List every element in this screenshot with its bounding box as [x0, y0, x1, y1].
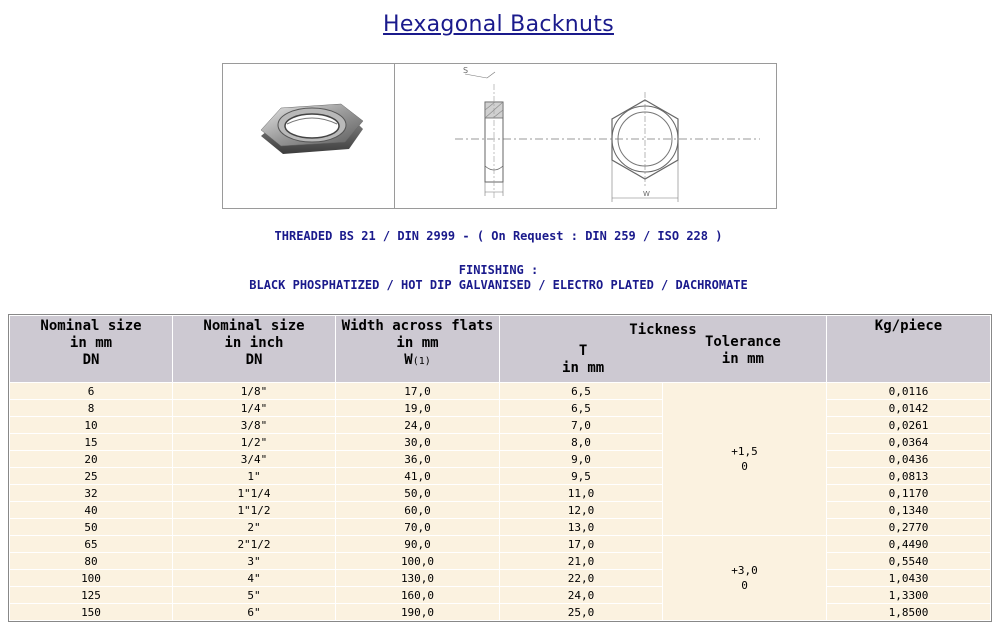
table-row	[10, 400, 990, 416]
cell-width: 60,0	[336, 502, 499, 518]
cell-kg: 1,0430	[827, 570, 990, 586]
cell-kg: 0,0116	[827, 383, 990, 399]
table-row	[10, 383, 990, 399]
header-t: T in mm	[562, 343, 605, 376]
table-row	[10, 519, 990, 535]
cell-inch: 3/4"	[173, 451, 335, 467]
table-row	[10, 417, 990, 433]
cell-kg: 0,0813	[827, 468, 990, 484]
cell-kg: 0,0142	[827, 400, 990, 416]
cell-dn: 32	[10, 485, 172, 501]
table-header-row	[10, 316, 990, 382]
cell-inch: 1/8"	[173, 383, 335, 399]
header-width-flats: Width across flats in mm W(1)	[336, 316, 499, 382]
header-tolerance: Tolerance in mm	[704, 334, 781, 367]
cell-inch: 3/8"	[173, 417, 335, 433]
tolerance-lower: 0	[741, 579, 748, 592]
cell-thickness: 24,0	[500, 587, 662, 603]
cell-kg: 1,8500	[827, 604, 990, 620]
dim-s-label: S	[463, 66, 469, 75]
cell-inch: 3"	[173, 553, 335, 569]
cell-thickness: 7,0	[500, 417, 662, 433]
cell-inch: 1/4"	[173, 400, 335, 416]
table-row	[10, 485, 990, 501]
cell-width: 30,0	[336, 434, 499, 450]
cell-thickness: 9,5	[500, 468, 662, 484]
cell-width: 90,0	[336, 536, 499, 552]
cell-dn: 80	[10, 553, 172, 569]
cell-dn: 15	[10, 434, 172, 450]
cell-width: 130,0	[336, 570, 499, 586]
cell-width: 70,0	[336, 519, 499, 535]
cell-kg: 0,2770	[827, 519, 990, 535]
cell-kg: 1,3300	[827, 587, 990, 603]
cell-width: 17,0	[336, 383, 499, 399]
table-row	[10, 604, 990, 620]
cell-thickness: 8,0	[500, 434, 662, 450]
backnut-photo	[223, 64, 394, 208]
cell-dn: 20	[10, 451, 172, 467]
cell-thickness: 6,5	[500, 383, 662, 399]
page-title: Hexagonal Backnuts	[383, 12, 614, 37]
cell-inch: 5"	[173, 587, 335, 603]
backnut-table	[8, 314, 992, 622]
cell-kg: 0,0261	[827, 417, 990, 433]
cell-width: 100,0	[336, 553, 499, 569]
cell-dn: 50	[10, 519, 172, 535]
cell-tolerance	[663, 383, 826, 535]
cell-thickness: 22,0	[500, 570, 662, 586]
cell-thickness: 13,0	[500, 519, 662, 535]
cell-dn: 6	[10, 383, 172, 399]
table-row	[10, 553, 990, 569]
header-thickness: Tickness T in mm Tolerance in mm	[500, 316, 826, 382]
backnut-drawing	[395, 64, 776, 208]
product-figure	[222, 63, 777, 209]
cell-dn: 25	[10, 468, 172, 484]
header-nominal-inch: Nominal size in inch DN	[173, 316, 335, 382]
page-title-wrap	[0, 12, 997, 37]
cell-kg: 0,1340	[827, 502, 990, 518]
cell-kg: 0,5540	[827, 553, 990, 569]
table-row	[10, 570, 990, 586]
header-nominal-mm: Nominal size in mm DN	[10, 316, 172, 382]
cell-width: 160,0	[336, 587, 499, 603]
cell-kg: 0,0364	[827, 434, 990, 450]
cell-dn: 40	[10, 502, 172, 518]
cell-kg: 0,4490	[827, 536, 990, 552]
cell-tolerance	[663, 536, 826, 620]
tolerance-upper: +1,5	[731, 445, 758, 458]
finishing-values: BLACK PHOSPHATIZED / HOT DIP GALVANISED / ELECTRO PLATED / DACHROMATE	[249, 278, 748, 292]
cell-inch: 2"1/2	[173, 536, 335, 552]
cell-dn: 150	[10, 604, 172, 620]
table-row	[10, 502, 990, 518]
tolerance-lower: 0	[741, 460, 748, 473]
table-row	[10, 468, 990, 484]
table-row	[10, 587, 990, 603]
cell-width: 190,0	[336, 604, 499, 620]
cell-dn: 100	[10, 570, 172, 586]
cell-kg: 0,0436	[827, 451, 990, 467]
cell-width: 50,0	[336, 485, 499, 501]
dim-w-label: W	[643, 190, 650, 198]
cell-width: 19,0	[336, 400, 499, 416]
cell-thickness: 6,5	[500, 400, 662, 416]
cell-thickness: 17,0	[500, 536, 662, 552]
cell-thickness: 21,0	[500, 553, 662, 569]
cell-width: 41,0	[336, 468, 499, 484]
table-row	[10, 451, 990, 467]
cell-dn: 8	[10, 400, 172, 416]
cell-inch: 1"1/2	[173, 502, 335, 518]
cell-inch: 2"	[173, 519, 335, 535]
cell-inch: 1/2"	[173, 434, 335, 450]
cell-inch: 1"	[173, 468, 335, 484]
cell-thickness: 12,0	[500, 502, 662, 518]
cell-kg: 0,1170	[827, 485, 990, 501]
cell-inch: 1"1/4	[173, 485, 335, 501]
cell-dn: 65	[10, 536, 172, 552]
cell-inch: 4"	[173, 570, 335, 586]
cell-thickness: 9,0	[500, 451, 662, 467]
header-kg-piece: Kg/piece	[827, 316, 990, 382]
finishing-label: FINISHING :	[458, 263, 539, 277]
cell-width: 36,0	[336, 451, 499, 467]
table-row	[10, 434, 990, 450]
cell-dn: 10	[10, 417, 172, 433]
cell-thickness: 11,0	[500, 485, 662, 501]
cell-width: 24,0	[336, 417, 499, 433]
cell-inch: 6"	[173, 604, 335, 620]
cell-dn: 125	[10, 587, 172, 603]
tolerance-upper: +3,0	[731, 564, 758, 577]
spec-line: THREADED BS 21 / DIN 2999 - ( On Request : DIN 259 / ISO 228 )	[274, 229, 723, 243]
table-row	[10, 536, 990, 552]
cell-thickness: 25,0	[500, 604, 662, 620]
